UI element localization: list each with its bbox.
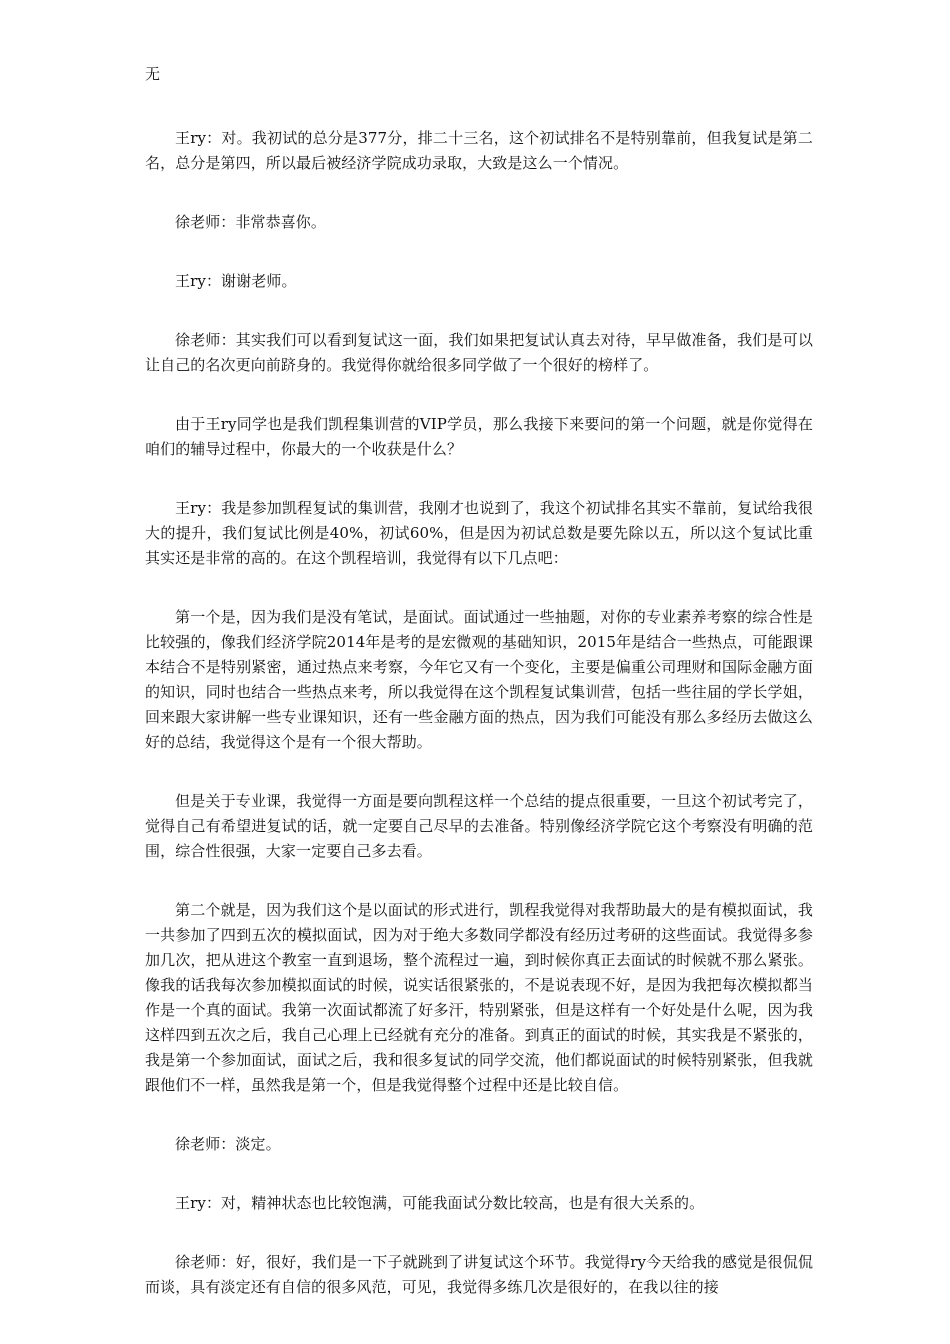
transcript-paragraph: 第二个就是，因为我们这个是以面试的形式进行，凯程我觉得对我帮助最大的是有模拟面试，我一共参加了四到五次的模拟面试，因为对于绝大多数同学都没有经历过考研的这些面试。我觉得多参加几次，把从进这个教室一直到退场，整个流程过一遍，到时候你真正去面试的时候就不那么紧张。像我的话我每次参加模拟面试的时候，说实话很紧张的，不是说表现不好，是因为我把每次模拟都当作是一个真的面试。我第一次面试都流了好多汗，特别紧张，但是这样有一个好处是什么呢，因为我这样四到五次之后，我自己心理上已经就有充分的准备。到真正的面试的时候，其实我是不紧张的，我是第一个参加面试，面试之后，我和很多复试的同学交流，他们都说面试的时候特别紧张，但我就跟他们不一样，虽然我是第一个，但是我觉得整个过程中还是比较自信。 — [145, 901, 813, 1094]
transcript-paragraph: 徐老师：其实我们可以看到复试这一面，我们如果把复试认真去对待，早早做准备，我们是可以让自己的名次更向前跻身的。我觉得你就给很多同学做了一个很好的榜样了。 — [145, 331, 813, 374]
transcript-paragraph: 王ry：对。我初试的总分是377分，排二十三名，这个初试排名不是特别靠前，但我复试是第二名，总分是第四，所以最后被经济学院成功录取，大致是这么一个情况。 — [145, 129, 813, 172]
transcript-paragraph: 王ry：我是参加凯程复试的集训营，我刚才也说到了，我这个初试排名其实不靠前，复试给我很大的提升，我们复试比例是40%，初试60%，但是因为初试总数是要先除以五，所以这个复试比重其实还是非常的高的。在这个凯程培训，我觉得有以下几点吧： — [145, 499, 813, 567]
transcript-paragraph: 由于王ry同学也是我们凯程集训营的VIP学员，那么我接下来要问的第一个问题，就是你觉得在咱们的辅导过程中，你最大的一个收获是什么？ — [145, 415, 813, 458]
transcript-paragraph: 但是关于专业课，我觉得一方面是要向凯程这样一个总结的提点很重要，一旦这个初试考完了，觉得自己有希望进复试的话，就一定要自己尽早的去准备。特别像经济学院它这个考察没有明确的范围，综合性很强，大家一定要自己多去看。 — [145, 792, 813, 860]
transcript-paragraph: 徐老师：淡定。 — [175, 1135, 281, 1153]
transcript-paragraph: 王ry：谢谢老师。 — [175, 272, 297, 290]
interview-transcript — [145, 126, 813, 1334]
transcript-paragraph: 徐老师：非常恭喜你。 — [175, 213, 327, 231]
page-header-label: 无 — [145, 65, 161, 83]
transcript-paragraph: 徐老师：好，很好，我们是一下子就跳到了讲复试这个环节。我觉得ry今天给我的感觉是很侃侃而谈，具有淡定还有自信的很多风范，可见，我觉得多练几次是很好的，在我以往的接 — [145, 1253, 813, 1296]
transcript-paragraph: 王ry：对，精神状态也比较饱满，可能我面试分数比较高，也是有很大关系的。 — [175, 1194, 705, 1212]
transcript-paragraph: 第一个是，因为我们是没有笔试，是面试。面试通过一些抽题，对你的专业素养考察的综合性是比较强的，像我们经济学院2014年是考的是宏微观的基础知识，2015年是结合一些热点，可能跟课本结合不是特别紧密，通过热点来考察，今年它又有一个变化，主要是偏重公司理财和国际金融方面的知识，同时也结合一些热点来考，所以我觉得在这个凯程复试集训营，包括一些往届的学长学姐，回来跟大家讲解一些专业课知识，还有一些金融方面的热点，因为我们可能没有那么多经历去做这么好的总结，我觉得这个是有一个很大帮助。 — [145, 608, 813, 751]
